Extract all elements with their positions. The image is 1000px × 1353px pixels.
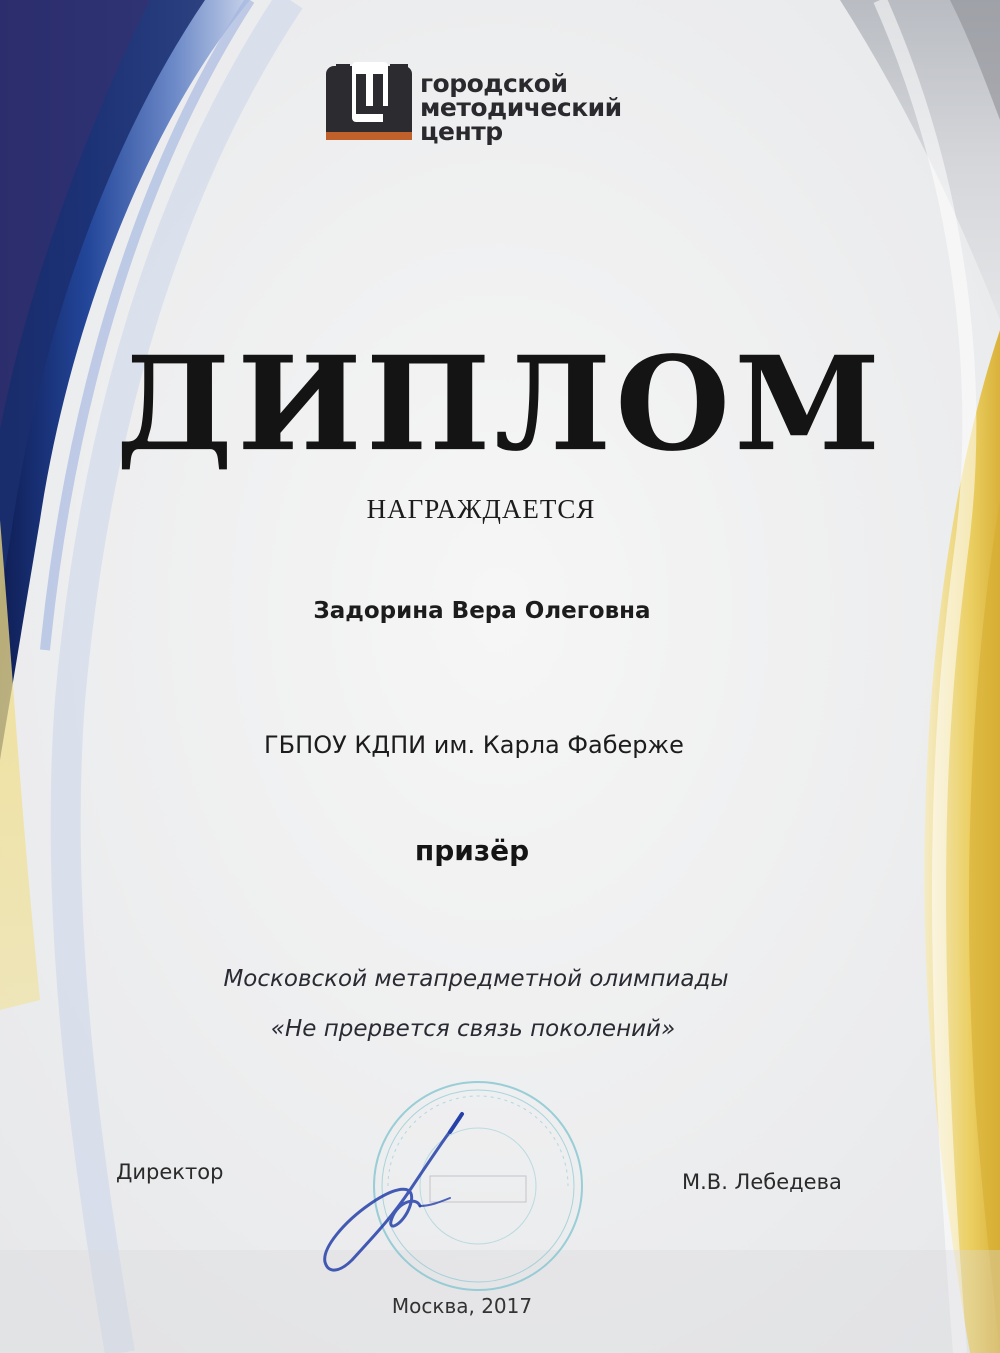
recipient-organization: ГБПОУ КДПИ им. Карла Фаберже [264, 731, 684, 759]
director-label: Директор [116, 1160, 224, 1184]
organization-logo [326, 62, 636, 148]
award-status: призёр [414, 834, 530, 867]
recipient-name: Задорина Вера Олеговна [313, 598, 651, 624]
director-signature [300, 1110, 500, 1280]
logo-text-line1: городской [420, 69, 568, 98]
place-and-year: Москва, 2017 [391, 1294, 533, 1318]
logo-wordmark [420, 69, 640, 146]
awarded-label: НАГРАЖДАЕТСЯ [366, 494, 596, 524]
director-name: М.В. Лебедева [682, 1170, 842, 1194]
logo-text-line3: центр [420, 117, 503, 146]
event-name-line2: «Не прервется связь поколений» [270, 1016, 676, 1042]
logo-mark-icon [326, 62, 412, 144]
diploma-title: ДИПЛОМ [115, 328, 885, 481]
event-name-line1: Московской метапредметной олимпиады [223, 966, 729, 992]
logo-text-line2: методический [420, 93, 622, 122]
